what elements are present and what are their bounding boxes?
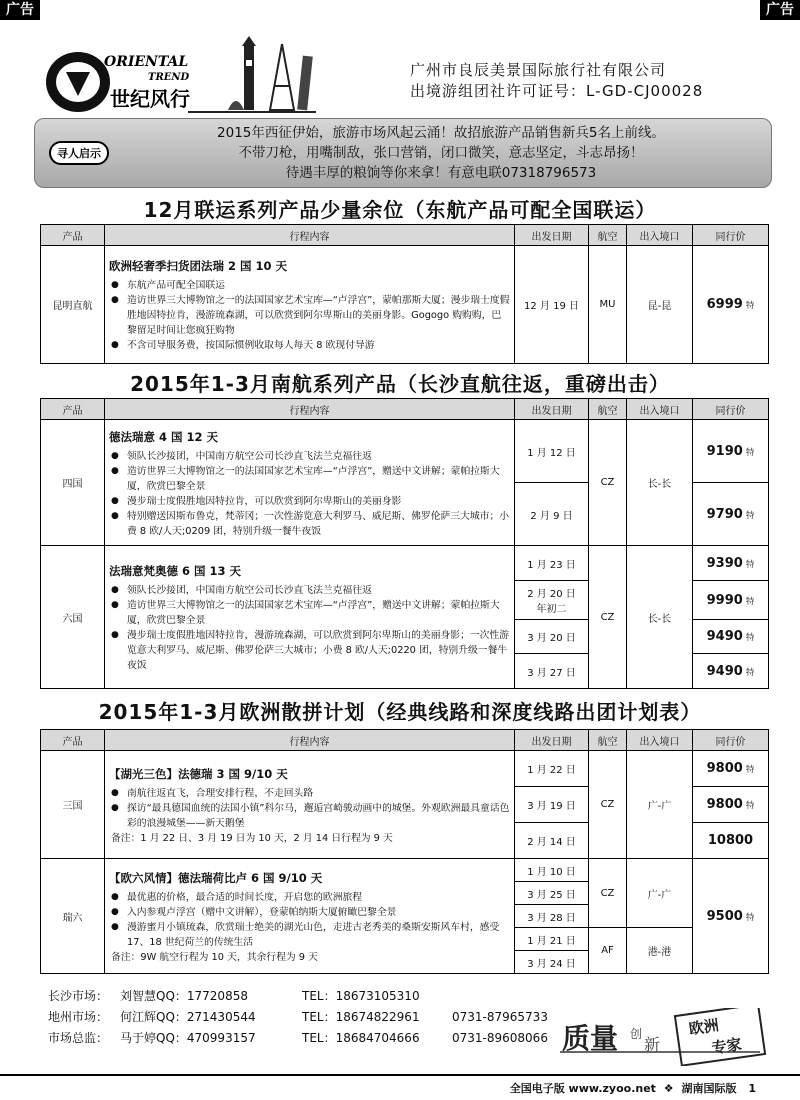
date-note: 年初二	[536, 604, 567, 615]
itinerary-item: ● 领队长沙接团，中国南方航空公司长沙直飞法兰克福往返	[111, 583, 510, 598]
product-cell: 昆明直航	[41, 246, 105, 364]
port-cell: 长-长	[627, 546, 693, 689]
contact-role: 市场总监：	[48, 1031, 109, 1045]
banner-line: 待遇丰厚的粮饷等你来拿！有意电联07318796573	[285, 165, 597, 181]
contact-tel: TEL：18674822961	[302, 1010, 420, 1024]
col-header: 航空	[589, 399, 627, 420]
itinerary-item: ● 漫步瑞士度假胜地因特拉肯，漫游琉森湖，可以欣赏到阿尔卑斯山的美丽身影；一次性游览意大利罗马、威尼斯、佛罗伦萨三大城市；小费 8 欧/人天;0220 团，特别升级一餐牛夜饭	[111, 628, 510, 673]
airline-cell: CZ	[589, 420, 627, 546]
col-header: 行程内容	[105, 730, 515, 751]
tour-table-2	[40, 398, 769, 689]
itinerary-item: ● 不含司导服务费，按国际惯例收取每人每天 8 欧现付导游	[111, 338, 510, 353]
price-cell	[693, 787, 769, 823]
price-cell	[693, 581, 769, 620]
contact-role: 长沙市场：	[48, 989, 109, 1003]
contact-row	[48, 986, 548, 1007]
contact-tel: TEL：18673105310	[302, 989, 420, 1003]
table-row	[41, 859, 769, 882]
stamp-text-quality: 质量	[562, 1022, 619, 1055]
price-suffix: 特	[746, 666, 755, 677]
itinerary-item: ● 造访世界三大博物馆之一的法国国家艺术宝库—“卢浮宫”，赠送中文讲解；蒙帕拉斯大厦，欣赏巴黎全景	[111, 598, 510, 628]
date-cell: 1 月 23 日	[515, 546, 589, 581]
price-suffix: 特	[746, 632, 755, 642]
date-cell: 3 月 20 日	[515, 620, 589, 654]
price-value: 10800	[707, 833, 754, 848]
price-value: 9490	[706, 629, 743, 644]
col-header: 行程内容	[105, 225, 515, 246]
price-suffix: 特	[746, 595, 755, 606]
product-cell: 瑞六	[41, 859, 105, 974]
company-name: 广州市良辰美景国际旅行社有限公司	[410, 61, 667, 79]
port-cell: 昆-昆	[627, 246, 693, 364]
tour-name: 法瑞意梵奥德 6 国 13 天	[109, 564, 242, 578]
product-cell: 六国	[41, 546, 105, 689]
col-header: 产品	[41, 730, 105, 751]
itinerary-cell	[105, 859, 515, 974]
contact-row	[48, 1007, 548, 1028]
company-info	[410, 60, 703, 102]
col-header: 出入境口	[627, 730, 693, 751]
logo-text-en2: TREND	[148, 72, 190, 83]
table-header-row	[41, 730, 769, 751]
banner-lines	[131, 123, 751, 183]
price-cell	[693, 823, 769, 859]
contact-tel2: 0731-89608066	[452, 1031, 548, 1045]
col-header: 产品	[41, 399, 105, 420]
table-header-row	[41, 399, 769, 420]
stamp-text-chuang: 创	[630, 1027, 643, 1041]
table-header-row	[41, 225, 769, 246]
airline-cell: CZ	[589, 751, 627, 859]
col-header: 同行价	[693, 225, 769, 246]
price-value: 9500	[706, 908, 743, 924]
recruit-badge: 寻人启示	[49, 141, 109, 165]
date-value: 2 月 20 日	[527, 589, 576, 600]
col-header: 航空	[589, 225, 627, 246]
tour-name: 德法瑞意 4 国 12 天	[109, 429, 219, 444]
price-value: 9800	[706, 797, 743, 812]
tour-table-3	[40, 729, 769, 974]
col-header: 出发日期	[515, 225, 589, 246]
col-header: 航空	[589, 730, 627, 751]
itinerary-cell	[105, 751, 515, 859]
price-value: 9800	[706, 761, 743, 776]
price-suffix: 特	[746, 446, 755, 457]
date-cell: 3 月 19 日	[515, 787, 589, 823]
stamp-text-xin: 新	[644, 1035, 661, 1054]
brand-logo	[38, 36, 318, 118]
port-cell: 港-港	[627, 928, 693, 974]
section-title: 2015年1-3月南航系列产品（长沙直航往返，重磅出击）	[130, 372, 670, 396]
date-cell	[515, 581, 589, 620]
logo-text-cn: 世纪风行	[110, 87, 190, 111]
itinerary-item: ● 南航往返直飞，合理安排行程，不走回头路	[111, 786, 510, 801]
quality-stamp	[560, 1008, 770, 1066]
banner-line: 不带刀枪，用嘴制敌，张口营销，闭口微笑，意志坚定，斗志昂扬！	[238, 145, 644, 161]
itinerary-item: ● 造访世界三大博物馆之一的法国国家艺术宝库—“卢浮宫”，蒙帕那斯大厦；漫步瑞士度假胜地因特拉肯，漫游琉森湖，可以欣赏到阿尔卑斯山的美丽身影。Gogogo 购购购，巴黎留足时间让您疯狂购物	[111, 293, 510, 338]
footer-magazine: 湖南国际版	[681, 1082, 737, 1095]
price-cell	[693, 620, 769, 654]
price-cell	[693, 483, 769, 546]
price-value: 9490	[706, 663, 743, 679]
itinerary-item: ● 漫游蜜月小镇琉森，欣赏瑞士绝美的湖光山色，走进古老秀美的桑斯安斯风车村，感受 17、18 世纪荷兰的传统生活	[111, 920, 510, 950]
contact-row	[48, 1028, 548, 1049]
itinerary-cell	[105, 246, 515, 364]
col-header: 出发日期	[515, 730, 589, 751]
itinerary-item: ● 最优惠的价格，最合适的时间长度，开启您的欧洲旅程	[111, 890, 510, 905]
header	[30, 36, 770, 118]
price-suffix: 特	[746, 764, 755, 774]
price-value: 9790	[706, 506, 743, 522]
itinerary-item: ● 入内参观卢浮宫（赠中文讲解），登蒙帕纳斯大厦俯瞰巴黎全景	[111, 905, 510, 920]
price-cell	[693, 654, 769, 689]
table-row	[41, 546, 769, 581]
section-title: 2015年1-3月欧洲散拼计划（经典线路和深度线路出团计划表）	[98, 700, 702, 724]
date-cell: 12 月 19 日	[515, 246, 589, 364]
tour-name: 【湖光三色】法德瑞 3 国 9/10 天	[109, 766, 288, 781]
date-cell: 3 月 25 日	[515, 882, 589, 905]
stamp-text-europe: 欧洲	[687, 1016, 720, 1039]
contact-name: 刘智慧QQ：17720858	[120, 989, 248, 1003]
itinerary-item: ● 造访世界三大博物馆之一的法国国家艺术宝库—“卢浮宫”，赠送中文讲解；蒙帕拉斯大厦，欣赏巴黎全景	[111, 464, 510, 494]
footer-rule	[0, 1074, 800, 1076]
col-header: 同行价	[693, 399, 769, 420]
footer-logo-icon: ❖	[663, 1082, 674, 1095]
itinerary-cell	[105, 546, 515, 689]
contact-role: 地州市场：	[48, 1010, 109, 1024]
itinerary-item: ● 领队长沙接团，中国南方航空公司长沙直飞法兰克福往返	[111, 449, 510, 464]
port-cell: 广-广	[627, 751, 693, 859]
banner-line: 2015年西征伊始，旅游市场风起云涌！故招旅游产品销售新兵5名上前线。	[217, 125, 665, 141]
price-suffix: 特	[746, 300, 755, 310]
date-cell: 3 月 27 日	[515, 654, 589, 689]
price-cell	[693, 420, 769, 483]
footer-site: 全国电子版 www.zyoo.net	[509, 1082, 656, 1095]
contact-tel2: 0731-87965733	[452, 1010, 548, 1024]
ad-label-left: 广告	[0, 0, 40, 20]
contact-name: 何江辉QQ：271430544	[120, 1010, 256, 1024]
price-value: 6999	[706, 297, 743, 312]
price-cell	[693, 546, 769, 581]
itinerary-item: ● 漫步瑞士度假胜地因特拉肯，可以欣赏到阿尔卑斯山的美丽身影	[111, 494, 510, 509]
section-title: 12月联运系列产品少量余位（东航产品可配全国联运）	[143, 198, 657, 222]
date-cell: 3 月 24 日	[515, 951, 589, 974]
price-value: 9190	[706, 443, 743, 459]
company-license: 出境游组团社许可证号：L-GD-CJ00028	[410, 82, 704, 100]
date-cell: 3 月 28 日	[515, 905, 589, 928]
date-cell: 2 月 14 日	[515, 823, 589, 859]
ad-label-right: 广告	[760, 0, 800, 20]
itinerary-note: 备注：9W 航空行程为 10 天，其余行程为 9 天	[111, 951, 318, 963]
price-cell	[693, 859, 769, 974]
date-cell: 2 月 9 日	[515, 483, 589, 546]
footer	[510, 1080, 756, 1096]
price-value: 9990	[706, 592, 743, 608]
tour-name: 欧洲轻奢季扫货团法瑞 2 国 10 天	[109, 259, 288, 273]
product-cell: 三国	[41, 751, 105, 859]
table-row	[41, 420, 769, 483]
date-cell: 1 月 10 日	[515, 859, 589, 882]
tour-table-1	[40, 224, 769, 364]
col-header: 同行价	[693, 730, 769, 751]
col-header: 产品	[41, 225, 105, 246]
recruit-banner	[34, 118, 772, 188]
itinerary-item: ● 特别赠送因斯布鲁克，梵蒂冈；一次性游览意大利罗马、威尼斯、佛罗伦萨三大城市；小费 8 欧/人天;0209 团，特别升级一餐牛夜饭	[111, 509, 510, 539]
stamp-text-expert: 专家	[710, 1035, 743, 1058]
date-cell: 1 月 12 日	[515, 420, 589, 483]
price-cell	[693, 246, 769, 364]
price-suffix: 特	[746, 509, 755, 520]
table-row	[41, 751, 769, 787]
page-number: 1	[748, 1082, 756, 1095]
col-header: 出入境口	[627, 399, 693, 420]
airline-cell: AF	[589, 928, 627, 974]
itinerary-item: ● 探访“最具德国血统的法国小镇”科尔马，邂逅宫崎骏动画中的城堡。外观欧洲最具童话色彩的浪漫城堡——新天鹅堡	[111, 801, 510, 831]
date-cell: 1 月 22 日	[515, 751, 589, 787]
price-value: 9390	[706, 555, 743, 571]
contact-name: 马于婷QQ：470993157	[120, 1031, 256, 1045]
table-row	[41, 246, 769, 364]
port-cell: 广-广	[627, 859, 693, 928]
contacts	[48, 986, 548, 1049]
contact-tel: TEL：18684704666	[302, 1031, 420, 1045]
itinerary-item: ● 东航产品可配全国联运	[111, 278, 510, 293]
airline-cell: MU	[589, 246, 627, 364]
airline-cell: CZ	[589, 546, 627, 689]
port-cell: 长-长	[627, 420, 693, 546]
price-suffix: 特	[746, 558, 755, 569]
tour-name: 【欧六风情】德法瑞荷比卢 6 国 9/10 天	[109, 870, 323, 885]
logo-text-en1: ORIENTAL	[104, 54, 189, 70]
product-cell: 四国	[41, 420, 105, 546]
itinerary-note: 备注：1 月 22 日、3 月 19 日为 10 天，2 月 14 日行程为 9 天	[111, 832, 393, 844]
price-cell	[693, 751, 769, 787]
col-header: 出入境口	[627, 225, 693, 246]
col-header: 行程内容	[105, 399, 515, 420]
itinerary-cell	[105, 420, 515, 546]
date-cell: 1 月 21 日	[515, 928, 589, 951]
price-suffix: 特	[746, 800, 755, 810]
price-suffix: 特	[746, 911, 755, 922]
col-header: 出发日期	[515, 399, 589, 420]
airline-cell: CZ	[589, 859, 627, 928]
